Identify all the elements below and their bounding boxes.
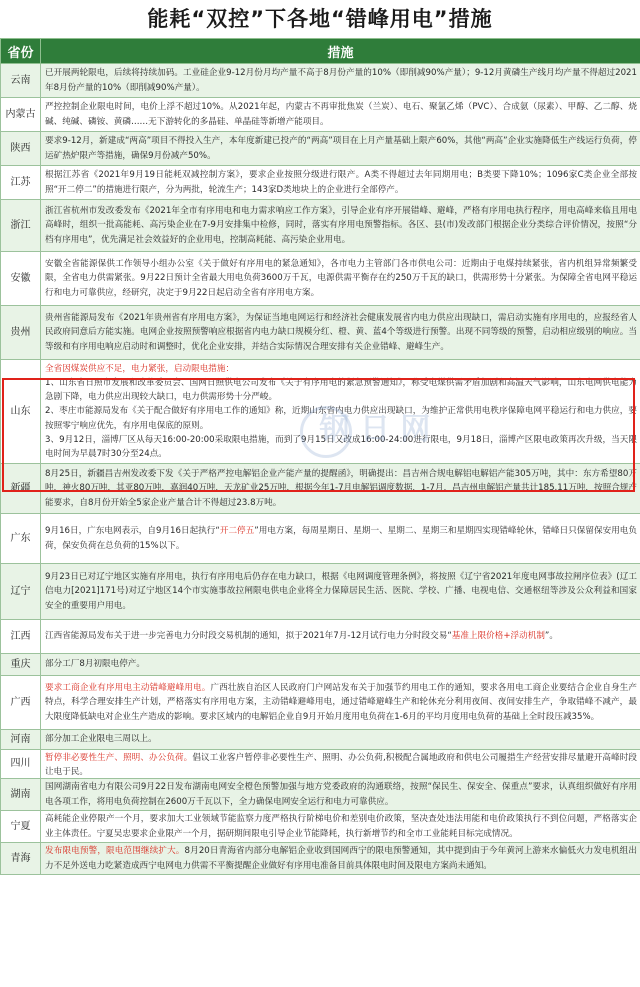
province-cell: 青海 xyxy=(1,843,41,875)
measure-cell xyxy=(41,200,640,252)
table-row xyxy=(1,564,640,620)
highlighted-text: 发布限电预警，限电范围继续扩大。 xyxy=(45,846,185,857)
table-row xyxy=(1,98,640,132)
measure-text xyxy=(45,629,637,643)
watermark-text: 钢 日 网 xyxy=(319,412,431,447)
header-province: 省份 xyxy=(1,39,41,64)
highlighted-text: 要求工商企业有序用电主动错峰避峰用电。 xyxy=(45,683,211,694)
header-measure: 措施 xyxy=(41,39,640,64)
province-cell: 宁夏 xyxy=(1,811,41,843)
table-row xyxy=(1,750,640,779)
measure-text xyxy=(45,311,637,354)
highlighted-text: 开二停五 xyxy=(219,526,255,537)
highlighted-text: 全省因煤炭供应不足，电力紧张，启动限电措施： xyxy=(45,363,235,374)
measure-text xyxy=(45,780,637,808)
measure-text xyxy=(45,204,637,247)
measure-cell xyxy=(41,252,640,306)
measure-cell xyxy=(41,750,640,779)
measure-text xyxy=(45,134,637,162)
measure-text xyxy=(45,657,637,671)
table-row xyxy=(1,252,640,306)
measure-text-part: 安徽全省能源保供工作领导小组办公室《关于做好有序用电的紧急通知》，各市电力主管部门各市供电公司：近期由于电煤持续紧张，省内机组异常频繁受限，全省电力供需紧张。9月22日预计全省最大用电负荷3600万千瓦，电源供需平衡存在约250万千瓦的缺口，供需形势十分紧张。为保障全省电网平稳运行和电力可靠供应，经研究，决定于9月22日起启动全省有序用电方案。 xyxy=(45,259,637,298)
measure-text xyxy=(45,168,637,196)
province-cell: 贵州 xyxy=(1,306,41,360)
measure-cell xyxy=(41,98,640,132)
table-row xyxy=(1,843,640,875)
province-cell: 江苏 xyxy=(1,166,41,200)
measure-text xyxy=(45,570,637,613)
measure-text-part: 部分加工企业限电三周以上。 xyxy=(45,734,157,745)
measure-text xyxy=(45,257,637,300)
province-cell: 辽宁 xyxy=(1,564,41,620)
measures-table xyxy=(0,38,640,875)
measure-text-part: 9月23日已对辽宁地区实施有序用电，执行有序用电后仍存在电力缺口，根据《电网调度管理条例》，将按照《辽宁省2021年度电网事故拉闸序位表》(辽工信电力[2021]171号)对辽宁地区14个市实施事故拉闸限电供电企业将全力保障居民生活、医院、学校、广播、电视电信、交通枢纽等涉及公众利益和国家安全的重要用户用电。 xyxy=(45,572,637,611)
measure-cell xyxy=(41,779,640,811)
measure-text-part: 江西省能源局发布关于进一步完善电力分时段交易机制的通知，拟于2021年7月-12月试行电力分时段交易“ xyxy=(45,631,452,642)
measure-cell xyxy=(41,166,640,200)
measure-text xyxy=(45,66,637,94)
measure-text-part: 高耗能企业停限产一个月，要求加大工业领域节能监察力度严格执行阶梯电价和差别电价政策，坚决查处违法用能和电价政策执行不到位问题，严格落实企业主体责任。宁夏吴忠要求企业限产一个月，据研期间限电引导企业节能降耗，执行新增节约和全市工业能耗目标完成情况。 xyxy=(45,814,637,839)
province-cell: 湖南 xyxy=(1,779,41,811)
measure-text xyxy=(45,681,637,724)
province-cell: 四川 xyxy=(1,750,41,779)
province-cell: 河南 xyxy=(1,730,41,750)
measure-text-part: 倡议工业客户暂停非必要性生产、照明、办公负荷,积极配合属地政府和供电公司履措生产经营安排尽量避开高峰时段让电于民。 xyxy=(45,753,637,777)
table-row xyxy=(1,464,640,514)
measure-text xyxy=(45,467,637,510)
measure-text-part: ”用电方案，每周星期日、星期一、星期二、星期三和星期四实现错峰轮休，错峰日只保留保安用电负荷，保安负荷在总负荷的15%以下。 xyxy=(45,526,637,551)
measure-text xyxy=(45,362,637,461)
measure-text-part: 已开展两轮限电，后续将持续加码。工业硅企业9-12月份月均产量不高于8月份产量的10%（即削减90%产量）；9-12月黄磷生产线月均产量不得超过2021年8月份产量的10%（即削减90%产量）。 xyxy=(45,68,637,93)
province-cell: 山东 xyxy=(1,360,41,464)
measure-cell xyxy=(41,360,640,464)
measure-cell xyxy=(41,514,640,564)
measure-text-part: 8月20日青海省内部分电解铝企业收到国网西宁的限电预警通知，其中提到由于今年黄河上游来水偏低火力发电机组出力不足外送电力吃紧造成西宁电网电力供需不平衡提醒企业做好有序用电准备目前具体限电时间及限电方案尚未通知。 xyxy=(45,846,637,871)
measure-cell xyxy=(41,620,640,654)
measure-text-part: ”。 xyxy=(544,631,558,642)
measure-text-part: 国网湖南省电力有限公司9月22日发布湖南电网安全橙色预警加强与地方党委政府的沟通联络，按照“保民生、保安全、保重点”要求，认真组织做好有序用电各项工作，将用电负荷控制在2600万千瓦以下，全力确保电网安全运行和电力可靠供应。 xyxy=(45,782,637,807)
province-cell: 新疆 xyxy=(1,464,41,514)
measure-cell xyxy=(41,730,640,750)
measure-text-part: 8月25日，新疆昌吉州发改委下发《关于严格严控电解铝企业产能产量的提醒函》，明确提出：昌吉州合规电解铝电解铝产能305万吨，其中：东方希望80万吨，神火80万吨，其亚80万吨，嘉润40万吨，天龙矿业25万吨，根据今年1-7月电解铝调度数据，1-7月，昌吉州电解铝产量共计185.11万吨，按照合规产能要求，自8月份开始全5家企业产量合计不得超过23.8万吨。 xyxy=(45,469,637,508)
table-row xyxy=(1,811,640,843)
measure-cell xyxy=(41,843,640,875)
table-body xyxy=(1,64,640,875)
province-cell: 广西 xyxy=(1,676,41,730)
table-row xyxy=(1,620,640,654)
measure-text-part: 2、枣庄市能源局发布《关于配合做好有序用电工作的通知》称，近期山东省内电力供应出现缺口，为维护正常供用电秩序保障电网平稳运行和电力供应，要按照零宁响应优先，有序用电保底的原则。 xyxy=(45,406,637,431)
measure-cell xyxy=(41,464,640,514)
province-cell: 重庆 xyxy=(1,654,41,676)
table-row xyxy=(1,779,640,811)
measure-text-part: 部分工厂8月初限电停产。 xyxy=(45,659,145,670)
highlighted-text: 基准上限价格+浮动机制 xyxy=(451,631,545,642)
province-cell: 陕西 xyxy=(1,132,41,166)
province-cell: 浙江 xyxy=(1,200,41,252)
measure-cell xyxy=(41,654,640,676)
measure-text xyxy=(45,524,637,552)
page-title: 能耗“双控”下各地“错峰用电”措施 xyxy=(147,7,493,31)
table-row xyxy=(1,360,640,464)
measure-text xyxy=(45,812,637,840)
table-row xyxy=(1,654,640,676)
province-cell: 广东 xyxy=(1,514,41,564)
highlighted-text: 暂停非必要性生产、照明、办公负荷。 xyxy=(45,753,193,763)
province-cell: 江西 xyxy=(1,620,41,654)
measure-text-part: 1、山东省日照市发展和改革委员会、国网日照供电公司发布《关于有序用电的紧急预警通知》，称受电煤供需矛盾加剧和高温天气影响，山东电网供电能力急剧下降，电力供应出现较大缺口，电力供需形势十分严峻。 xyxy=(45,377,637,403)
measure-cell xyxy=(41,132,640,166)
measure-text xyxy=(45,751,637,777)
measure-text-part: 9月16日，广东电网表示，自9月16日起执行“ xyxy=(45,526,220,537)
measure-text-part: 贵州省能源局发布《2021年贵州省有序用电方案》，为保证当地电网运行和经济社会健康发展省内电力供应出现缺口，需启动实施有序用电的，应报经省人民政府同意后方能实施。电网企业按照预警响应根据省内电力缺口规模分红、橙、黄、蓝4个等级进行预警。出现不同等级的预警，启动相应级别的响应。当等级和有序用电响应启动时和调整时，优化企业安排，并结合实际情况合理安排有关企业错峰、避峰生产。 xyxy=(45,313,637,352)
measure-text-part: 3、9月12日，淄博厂区从每天16:00-20:00采取限电措施，而到了9月15日又改成16:00-24:00进行限电，9月18日，淄博产区限电政策再次升级，当天限电时间为早晨7时30分至24点。 xyxy=(45,434,637,459)
measure-cell xyxy=(41,564,640,620)
province-cell: 云南 xyxy=(1,64,41,98)
table-row xyxy=(1,730,640,750)
measure-text xyxy=(45,100,637,128)
measure-text-part: 浙江省杭州市发改委发布《2021年全市有序用电和电力需求响应工作方案》，引导企业有序开展错峰、避峰，严格有序用电执行程序，用电高峰来临且用电高峰时，组织一批高能耗、高污染企业在7-9月安排集中检修，同时，落实有序用电预警指标。各区、县(市)发改部门根据企业分类综合评价情况，按照“分档有序用电”，优先满足社会效益好的企业用电，控制高耗能、高污染企业用电。 xyxy=(45,206,637,245)
table-header xyxy=(1,39,640,64)
table-row xyxy=(1,676,640,730)
province-cell: 安徽 xyxy=(1,252,41,306)
table-row xyxy=(1,200,640,252)
table-row xyxy=(1,132,640,166)
province-cell: 内蒙古 xyxy=(1,98,41,132)
measure-text-part: 要求9-12月，新建成“两高”项目不得投入生产，本年度新建已投产的“两高”项目在上月产量基础上限产60%，其他“两高”企业实施降低生产线运行负荷，停运矿热炉限产等措施，确保9月份减产50%。 xyxy=(45,136,637,161)
table-row xyxy=(1,514,640,564)
measure-cell xyxy=(41,676,640,730)
measure-text-part: 广西壮族自治区人民政府门户网站发布关于加强节约用电工作的通知，要求各用电工商企业要结合企业自身生产特点，科学合理安排生产计划，严格落实有序用电方案，主动错峰避峰用电，通过错峰避峰生产和轮休充分利用夜间、夜间安排生产，争取错峰不减产，最大限度降低缺电对企业生产造成的影响。要求区域内的电解铝企业自9月开始月度用电负荷在1-6月的平均月度用电负荷的基础上全时段压减35%。 xyxy=(45,683,637,722)
measure-text-part: 根据江苏省《2021年9月19日能耗双减控制方案》，要求企业按照分级进行限产。A类不得超过去年同期用电；B类要下降10%；1096家C类企业全部按照“开二停二”的措施进行限产，分为两批，轮流生产；143家D类地块上的企业进行全部停产。 xyxy=(45,170,637,195)
measure-cell xyxy=(41,64,640,98)
measure-cell xyxy=(41,306,640,360)
measure-cell xyxy=(41,811,640,843)
table-row xyxy=(1,64,640,98)
measure-text-part: 严控控制企业限电时间，电价上浮不超过10%。从2021年起，内蒙古不再审批焦炭（兰炭）、电石、聚氯乙烯（PVC）、合成氨（尿素）、甲醇、乙二醇、烧碱、纯碱、磷铵、黄磷……无下游转化的多晶硅、单晶硅等新增产能项目。 xyxy=(45,102,637,127)
measure-text xyxy=(45,732,637,746)
table-row xyxy=(1,166,640,200)
table-row xyxy=(1,306,640,360)
measure-text xyxy=(45,844,637,872)
